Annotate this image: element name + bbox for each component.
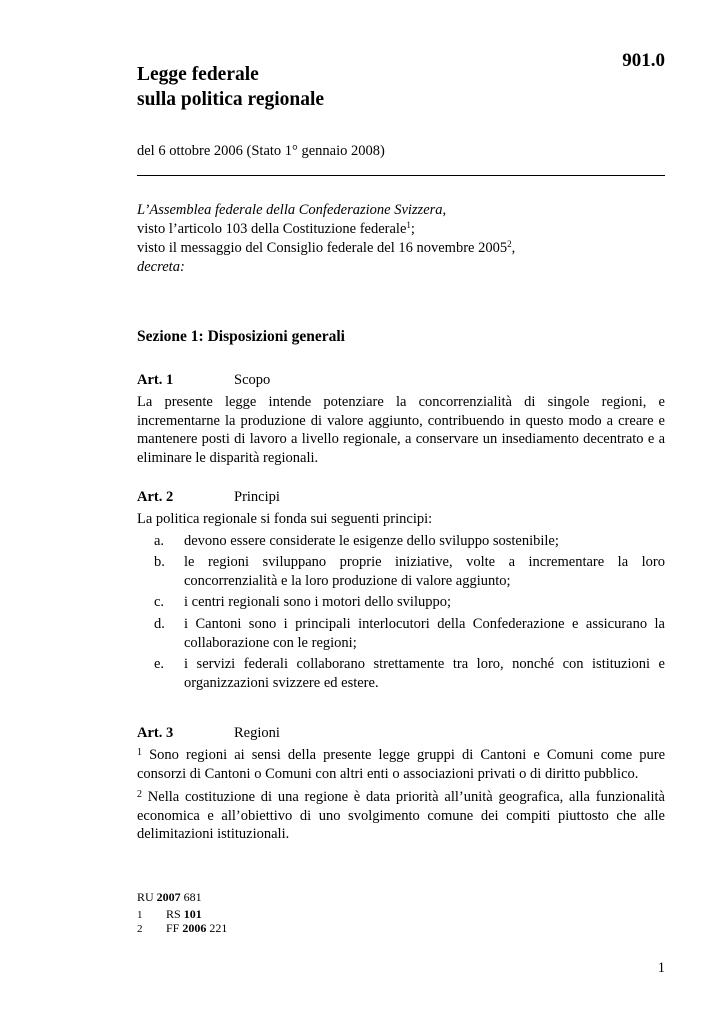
- list-item-text: i centri regionali sono i motori dello sviluppo;: [184, 594, 452, 611]
- section-title: Sezione 1: Disposizioni generali: [137, 328, 345, 345]
- footnote-prefix: FF: [166, 921, 180, 935]
- article-3: [137, 724, 665, 844]
- list-item: [137, 553, 665, 590]
- header-divider: [137, 175, 665, 176]
- article-heading: [137, 371, 665, 389]
- footnote-ref-1[interactable]: 1: [406, 220, 411, 230]
- list-item-text: devono essere considerate le esigenze dello sviluppo sostenibile;: [184, 532, 559, 549]
- footnote-bold: 101: [183, 907, 202, 921]
- law-title-line-1: Legge federale: [137, 64, 259, 85]
- list-item-text: le regioni sviluppano proprie iniziative, volte a incrementare la loro concorrenzialità e la loro produzione di valore aggiunto;: [184, 554, 665, 589]
- article-intro: La politica regionale si fonda sui seguenti principi:: [137, 511, 433, 527]
- list-item-text: i servizi federali collaborano strettamente tra loro, nonché con istituzioni e organizzazioni svizzere ed estere.: [184, 656, 665, 691]
- list-item-label-wrap: [137, 553, 184, 590]
- list-item: [137, 615, 665, 652]
- article-number: Art. 3: [137, 725, 174, 741]
- article-title: Regioni: [234, 725, 280, 741]
- list-item-label-wrap: [137, 593, 184, 612]
- article-number: Art. 2: [137, 489, 174, 505]
- list-item-label: d.: [154, 615, 165, 632]
- article-title: Principi: [234, 489, 280, 505]
- ru-reference: [137, 890, 202, 905]
- list-item-label: b.: [154, 554, 165, 571]
- article-number: Art. 1: [137, 372, 174, 388]
- preamble: [137, 201, 515, 277]
- footnote-ref-2[interactable]: 2: [507, 239, 512, 249]
- footnote-number: 1: [137, 909, 143, 921]
- footnote-rest: 221: [209, 921, 228, 935]
- preamble-visto-costituzione: [137, 220, 515, 239]
- paragraph-text: Sono regioni ai sensi della presente legge gruppi di Cantoni e Comuni come pure consorzi di Cantoni o Comuni con altri enti o associazioni privati o di diritto pubblico.: [137, 747, 666, 782]
- ru-page: 681: [183, 890, 202, 904]
- list-item-label: e.: [154, 656, 165, 673]
- ru-year: 2007: [156, 890, 181, 904]
- article-paragraph-1: [137, 746, 665, 783]
- preamble-punctuation: ,: [511, 240, 516, 256]
- list-item-label-wrap: [137, 532, 184, 551]
- preamble-visto-costituzione-text: visto l’articolo 103 della Costituzione federale: [137, 221, 407, 237]
- preamble-visto-messaggio: [137, 239, 515, 258]
- list-item-text: i Cantoni sono i principali interlocutori della Confederazione e assicurano la collaborazione con le regioni;: [184, 615, 665, 651]
- principles-list: [137, 532, 665, 693]
- preamble-punctuation: ;: [410, 221, 415, 237]
- list-item: [137, 532, 665, 551]
- list-item-label-wrap: [137, 615, 184, 652]
- article-paragraph-2: [137, 788, 665, 844]
- footnote-number: 2: [137, 923, 143, 935]
- article-title: Scopo: [234, 372, 271, 388]
- list-item-label: c.: [154, 594, 165, 611]
- article-2: [137, 488, 665, 692]
- paragraph-number: 2: [137, 789, 142, 801]
- article-heading: [137, 488, 665, 506]
- date-line: del 6 ottobre 2006 (Stato 1° gennaio 2008): [137, 143, 385, 159]
- sr-number: 901.0: [622, 50, 665, 71]
- preamble-decreta: decreta:: [137, 259, 185, 275]
- footnote-bold: 2006: [182, 921, 207, 935]
- law-title: [137, 62, 324, 112]
- list-item-label-wrap: [137, 655, 184, 692]
- page-number: 1: [657, 960, 665, 976]
- article-1: [137, 371, 665, 467]
- paragraph-text: Nella costituzione di una regione è data priorità all’unità geografica, alla funzionalità economica e all’obiettivo di uno svolgimento comune dei compiti piuttosto che alle delimitazioni istituzionali.: [137, 789, 665, 843]
- list-item: [137, 593, 665, 612]
- preamble-assembly: L’Assemblea federale della Confederazione Svizzera,: [137, 202, 447, 218]
- article-text: La presente legge intende potenziare la concorrenzialità di singole regioni, e incrementarne la produzione di valore aggiunto, contribuendo in questo modo a creare e mantenere posti di lavoro a livello regionale, a conservare un insediamento decentrato e a eliminare le disparità regionali.: [137, 394, 665, 466]
- preamble-visto-messaggio-text: visto il messaggio del Consiglio federale del 16 novembre 2005: [137, 240, 508, 256]
- footnote-prefix: RS: [166, 907, 181, 921]
- footnote-1: [137, 907, 202, 922]
- footnote-2: [137, 921, 227, 936]
- paragraph-number: 1: [137, 747, 142, 758]
- law-title-line-2: sulla politica regionale: [137, 89, 325, 110]
- ru-prefix: RU: [137, 890, 154, 904]
- list-item-label: a.: [154, 532, 165, 549]
- list-item: [137, 655, 665, 692]
- article-heading: [137, 724, 665, 742]
